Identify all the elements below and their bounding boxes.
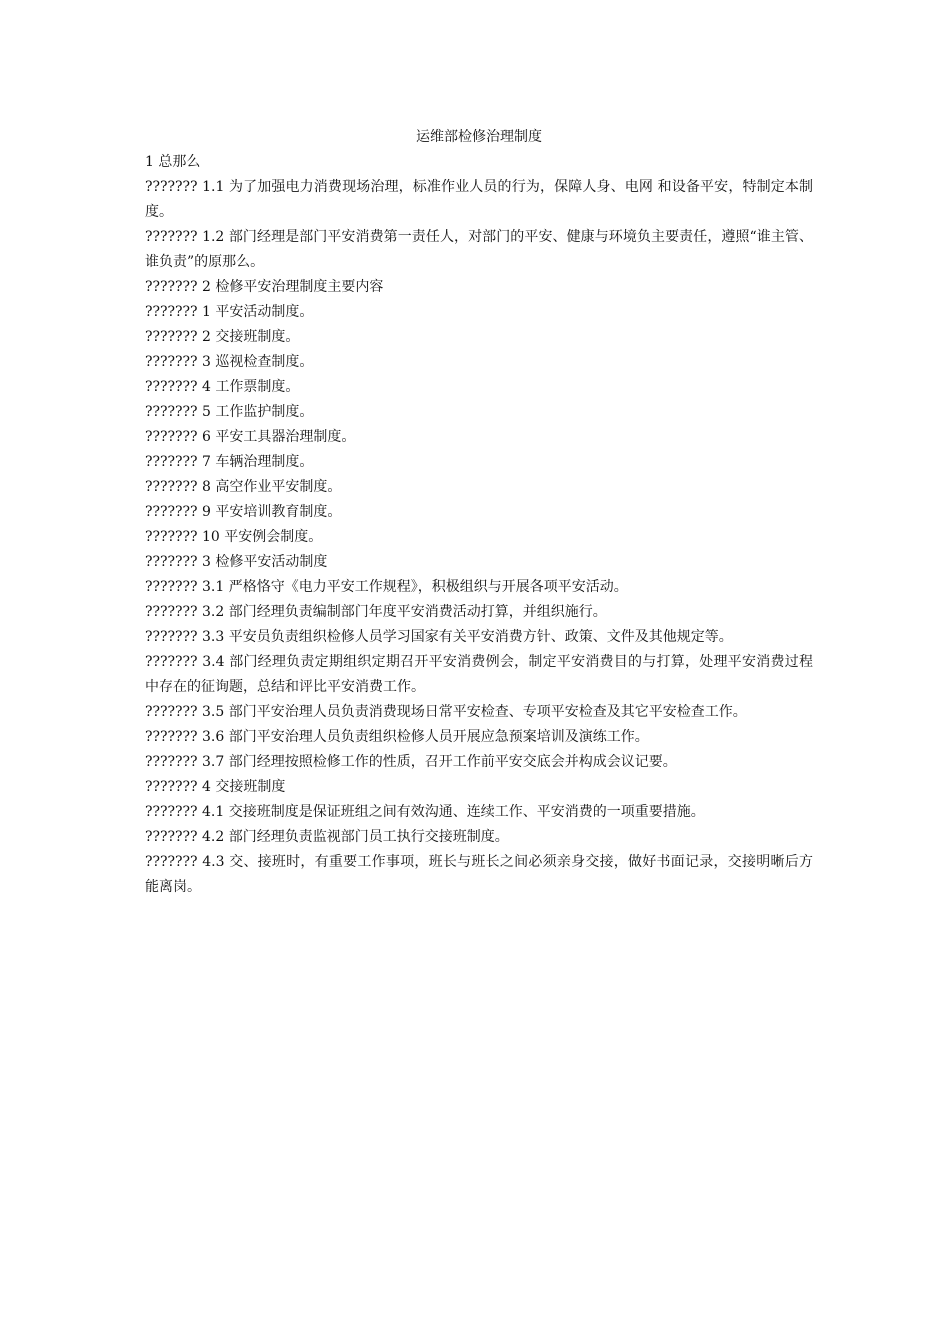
paragraph-4-2: ??????? 4.2 部门经理负责监视部门员工执行交接班制度。 <box>145 829 509 845</box>
list-item: ??????? 4 工作票制度。 <box>145 379 300 395</box>
list-item: ??????? 3 巡视检查制度。 <box>145 354 314 370</box>
document-page <box>145 124 813 900</box>
list-item: ??????? 7 车辆治理制度。 <box>145 454 314 470</box>
paragraph-3-6: ??????? 3.6 部门平安治理人员负责组织检修人员开展应急预案培训及演练工作。 <box>145 729 649 745</box>
paragraph-1-1: ??????? 1.1 为了加强电力消费现场治理，标准作业人员的行为，保障人身、电网 和设备平安，特制定本制度。 <box>145 179 813 220</box>
paragraph-section-2-heading: ??????? 2 检修平安治理制度主要内容 <box>145 279 384 295</box>
paragraph-section-3-heading: ??????? 3 检修平安活动制度 <box>145 554 328 570</box>
paragraph-3-4: ??????? 3.4 部门经理负责定期组织定期召开平安消费例会，制定平安消费目的与打算，处理平安消费过程中存在的征询题，总结和评比平安消费工作。 <box>145 654 813 695</box>
list-item: ??????? 1 平安活动制度。 <box>145 304 314 320</box>
paragraph-1-2: ??????? 1.2 部门经理是部门平安消费第一责任人，对部门的平安、健康与环境负主要责任，遵照“谁主管、谁负责”的原那么。 <box>145 229 813 270</box>
paragraph-section-1-heading: 1 总那么 <box>145 154 201 170</box>
list-item: ??????? 5 工作监护制度。 <box>145 404 314 420</box>
document-title: 运维部检修治理制度 <box>416 129 542 145</box>
paragraph-4-3: ??????? 4.3 交、接班时，有重要工作事项，班长与班长之间必须亲身交接，做好书面记录，交接明晰后方能离岗。 <box>145 854 813 895</box>
list-item: ??????? 8 高空作业平安制度。 <box>145 479 342 495</box>
paragraph-3-2: ??????? 3.2 部门经理负责编制部门年度平安消费活动打算，并组织施行。 <box>145 604 607 620</box>
paragraph-3-1: ??????? 3.1 严格恪守《电力平安工作规程》，积极组织与开展各项平安活动。 <box>145 579 628 595</box>
list-item: ??????? 6 平安工具器治理制度。 <box>145 429 356 445</box>
list-item: ??????? 2 交接班制度。 <box>145 329 300 345</box>
paragraph-3-7: ??????? 3.7 部门经理按照检修工作的性质，召开工作前平安交底会并构成会议记要。 <box>145 754 677 770</box>
list-item: ??????? 9 平安培训教育制度。 <box>145 504 342 520</box>
paragraph-3-3: ??????? 3.3 平安员负责组织检修人员学习国家有关平安消费方针、政策、文件及其他规定等。 <box>145 629 733 645</box>
paragraph-3-5: ??????? 3.5 部门平安治理人员负责消费现场日常平安检查、专项平安检查及其它平安检查工作。 <box>145 704 747 720</box>
paragraph-section-4-heading: ??????? 4 交接班制度 <box>145 779 286 795</box>
paragraph-4-1: ??????? 4.1 交接班制度是保证班组之间有效沟通、连续工作、平安消费的一项重要措施。 <box>145 804 705 820</box>
list-item: ??????? 10 平安例会制度。 <box>145 529 323 545</box>
